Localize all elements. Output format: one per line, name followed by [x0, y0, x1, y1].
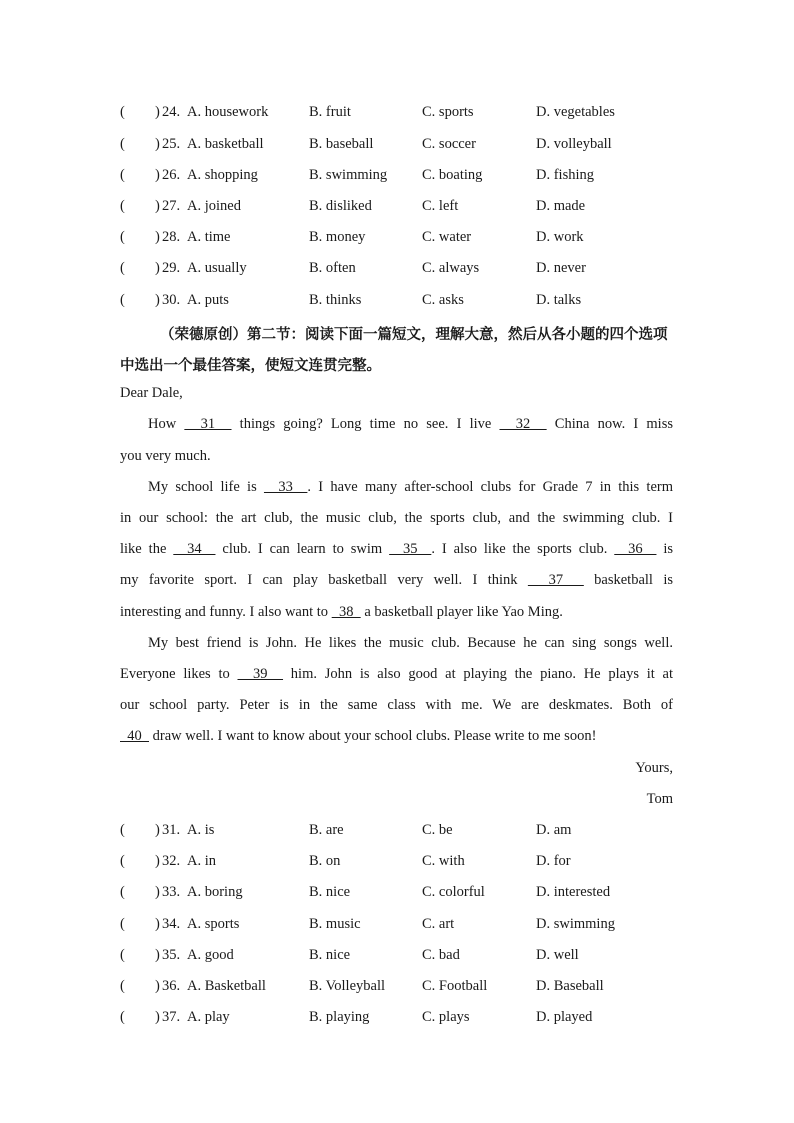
option-c: C. always — [422, 260, 480, 276]
option-c: C. sports — [422, 104, 474, 120]
blank-37: 37 — [527, 572, 584, 588]
option-d: D. work — [536, 229, 584, 245]
option-d: D. Baseball — [536, 978, 604, 994]
answer-paren-close: ) — [155, 884, 160, 900]
blank-31: 31 — [184, 416, 232, 432]
letter-line: My best friend is John. He likes the music club. Because he can sing songs well. — [148, 635, 673, 651]
option-a: A. boring — [187, 884, 243, 900]
letter-line — [120, 570, 673, 590]
letter-greeting: Dear Dale, — [120, 385, 183, 401]
letter-line: our school party. Peter is in the same class with me. We are deskmates. Both of — [120, 697, 673, 713]
text: like the — [120, 541, 174, 557]
option-a: A. play — [187, 1009, 230, 1025]
option-d: D. vegetables — [536, 104, 615, 120]
text: My school life is — [148, 479, 264, 495]
option-b: B. money — [309, 229, 366, 245]
option-a: A. housework — [187, 104, 269, 120]
answer-paren-close: ) — [155, 978, 160, 994]
option-a: A. good — [187, 947, 234, 963]
option-a: A. Basketball — [187, 978, 266, 994]
option-b: B. playing — [309, 1009, 370, 1025]
question-number: 25. — [162, 136, 181, 152]
option-d: D. swimming — [536, 916, 615, 932]
question-number: 31. — [162, 822, 181, 838]
option-b: B. baseball — [309, 136, 374, 152]
option-a: A. basketball — [187, 136, 264, 152]
letter-line — [120, 602, 673, 622]
option-b: B. swimming — [309, 167, 388, 183]
text: Everyone likes to — [120, 666, 238, 682]
option-d: D. for — [536, 853, 571, 869]
option-c: C. with — [422, 853, 465, 869]
answer-paren-open: ( — [120, 1009, 125, 1025]
option-c: C. be — [422, 822, 453, 838]
option-c: C. colorful — [422, 884, 485, 900]
option-b: B. nice — [309, 947, 351, 963]
text: China now. I miss — [546, 416, 674, 432]
option-b: B. are — [309, 822, 344, 838]
option-b: B. often — [309, 260, 356, 276]
option-b: B. nice — [309, 884, 351, 900]
letter-line: in our school: the art club, the music club, the sports club, and the swimming club. I — [120, 510, 673, 526]
question-number: 35. — [162, 947, 181, 963]
blank-36: 36 — [614, 541, 657, 557]
option-b: B. thinks — [309, 292, 362, 308]
option-a: A. puts — [187, 292, 229, 308]
answer-paren-open: ( — [120, 167, 125, 183]
option-b: B. disliked — [309, 198, 372, 214]
question-number: 28. — [162, 229, 181, 245]
question-number: 29. — [162, 260, 181, 276]
answer-paren-open: ( — [120, 978, 125, 994]
option-a: A. usually — [187, 260, 247, 276]
blank-39: 39 — [237, 666, 284, 682]
blank-35: 35 — [389, 541, 432, 557]
letter-line — [120, 414, 673, 434]
blank-34: 34 — [173, 541, 216, 557]
option-a: A. sports — [187, 916, 240, 932]
letter-line — [120, 539, 673, 559]
question-number: 27. — [162, 198, 181, 214]
option-c: C. water — [422, 229, 472, 245]
answer-paren-open: ( — [120, 884, 125, 900]
option-d: D. never — [536, 260, 586, 276]
option-c: C. art — [422, 916, 455, 932]
option-a: A. shopping — [187, 167, 258, 183]
option-c: C. bad — [422, 947, 460, 963]
answer-paren-close: ) — [155, 136, 160, 152]
answer-paren-open: ( — [120, 229, 125, 245]
option-c: C. left — [422, 198, 459, 214]
option-a: A. joined — [187, 198, 241, 214]
text: a basketball player like Yao Ming. — [360, 604, 563, 620]
option-a: A. is — [187, 822, 215, 838]
text: basketball is — [583, 572, 673, 588]
option-c: C. soccer — [422, 136, 476, 152]
answer-paren-open: ( — [120, 136, 125, 152]
letter-line: you very much. — [120, 448, 211, 464]
answer-paren-close: ) — [155, 229, 160, 245]
text: interesting and funny. I also want to — [120, 604, 332, 620]
answer-paren-open: ( — [120, 292, 125, 308]
blank-38: 38 — [331, 604, 361, 620]
answer-paren-close: ) — [155, 947, 160, 963]
text: How — [148, 416, 185, 432]
letter-line — [120, 664, 673, 684]
question-number: 34. — [162, 916, 181, 932]
text: . I have many after-school clubs for Grade 7 in this term — [307, 479, 673, 495]
question-number: 24. — [162, 104, 181, 120]
text: draw well. I want to know about your school clubs. Please write to me soon! — [149, 728, 597, 744]
text: . I also like the sports club. — [431, 541, 615, 557]
text: things going? Long time no see. I live — [231, 416, 500, 432]
answer-paren-close: ) — [155, 822, 160, 838]
answer-paren-open: ( — [120, 198, 125, 214]
option-d: D. interested — [536, 884, 611, 900]
option-a: A. time — [187, 229, 231, 245]
question-number: 32. — [162, 853, 181, 869]
answer-paren-close: ) — [155, 916, 160, 932]
section-instructions: （荣德原创）第二节：阅读下面一篇短文，理解大意，然后从各小题的四个选项中选出一个最佳答案，使短文连贯完整。 — [120, 327, 668, 374]
answer-paren-close: ) — [155, 1009, 160, 1025]
question-number: 37. — [162, 1009, 181, 1025]
option-c: C. asks — [422, 292, 464, 308]
answer-paren-open: ( — [120, 260, 125, 276]
answer-paren-close: ) — [155, 260, 160, 276]
option-d: D. made — [536, 198, 586, 214]
letter-line — [120, 726, 673, 746]
answer-paren-close: ) — [155, 167, 160, 183]
answer-paren-close: ) — [155, 198, 160, 214]
option-b: B. on — [309, 853, 341, 869]
answer-paren-close: ) — [155, 104, 160, 120]
blank-32: 32 — [499, 416, 547, 432]
option-a: A. in — [187, 853, 216, 869]
option-b: B. Volleyball — [309, 978, 385, 994]
answer-paren-open: ( — [120, 853, 125, 869]
text: is — [656, 541, 674, 557]
text: club. I can learn to swim — [215, 541, 390, 557]
text: my favorite sport. I can play basketball very well. I think — [120, 572, 528, 588]
answer-paren-close: ) — [155, 292, 160, 308]
option-b: B. fruit — [309, 104, 351, 120]
option-c: C. boating — [422, 167, 483, 183]
option-c: C. plays — [422, 1009, 470, 1025]
answer-paren-open: ( — [120, 104, 125, 120]
question-number: 36. — [162, 978, 181, 994]
option-b: B. music — [309, 916, 361, 932]
blank-40: 40 — [120, 728, 149, 744]
option-d: D. talks — [536, 292, 582, 308]
option-d: D. fishing — [536, 167, 594, 183]
question-number: 33. — [162, 884, 181, 900]
option-d: D. well — [536, 947, 579, 963]
letter-closing: Yours, — [635, 760, 673, 776]
question-number: 30. — [162, 292, 181, 308]
option-d: D. am — [536, 822, 572, 838]
text: him. John is also good at playing the piano. He plays it at — [283, 666, 674, 682]
answer-paren-open: ( — [120, 947, 125, 963]
blank-33: 33 — [263, 479, 308, 495]
letter-signature: Tom — [646, 791, 673, 807]
option-d: D. played — [536, 1009, 593, 1025]
answer-paren-close: ) — [155, 853, 160, 869]
option-c: C. Football — [422, 978, 488, 994]
option-d: D. volleyball — [536, 136, 612, 152]
answer-paren-open: ( — [120, 916, 125, 932]
letter-line — [120, 477, 673, 497]
question-number: 26. — [162, 167, 181, 183]
answer-paren-open: ( — [120, 822, 125, 838]
